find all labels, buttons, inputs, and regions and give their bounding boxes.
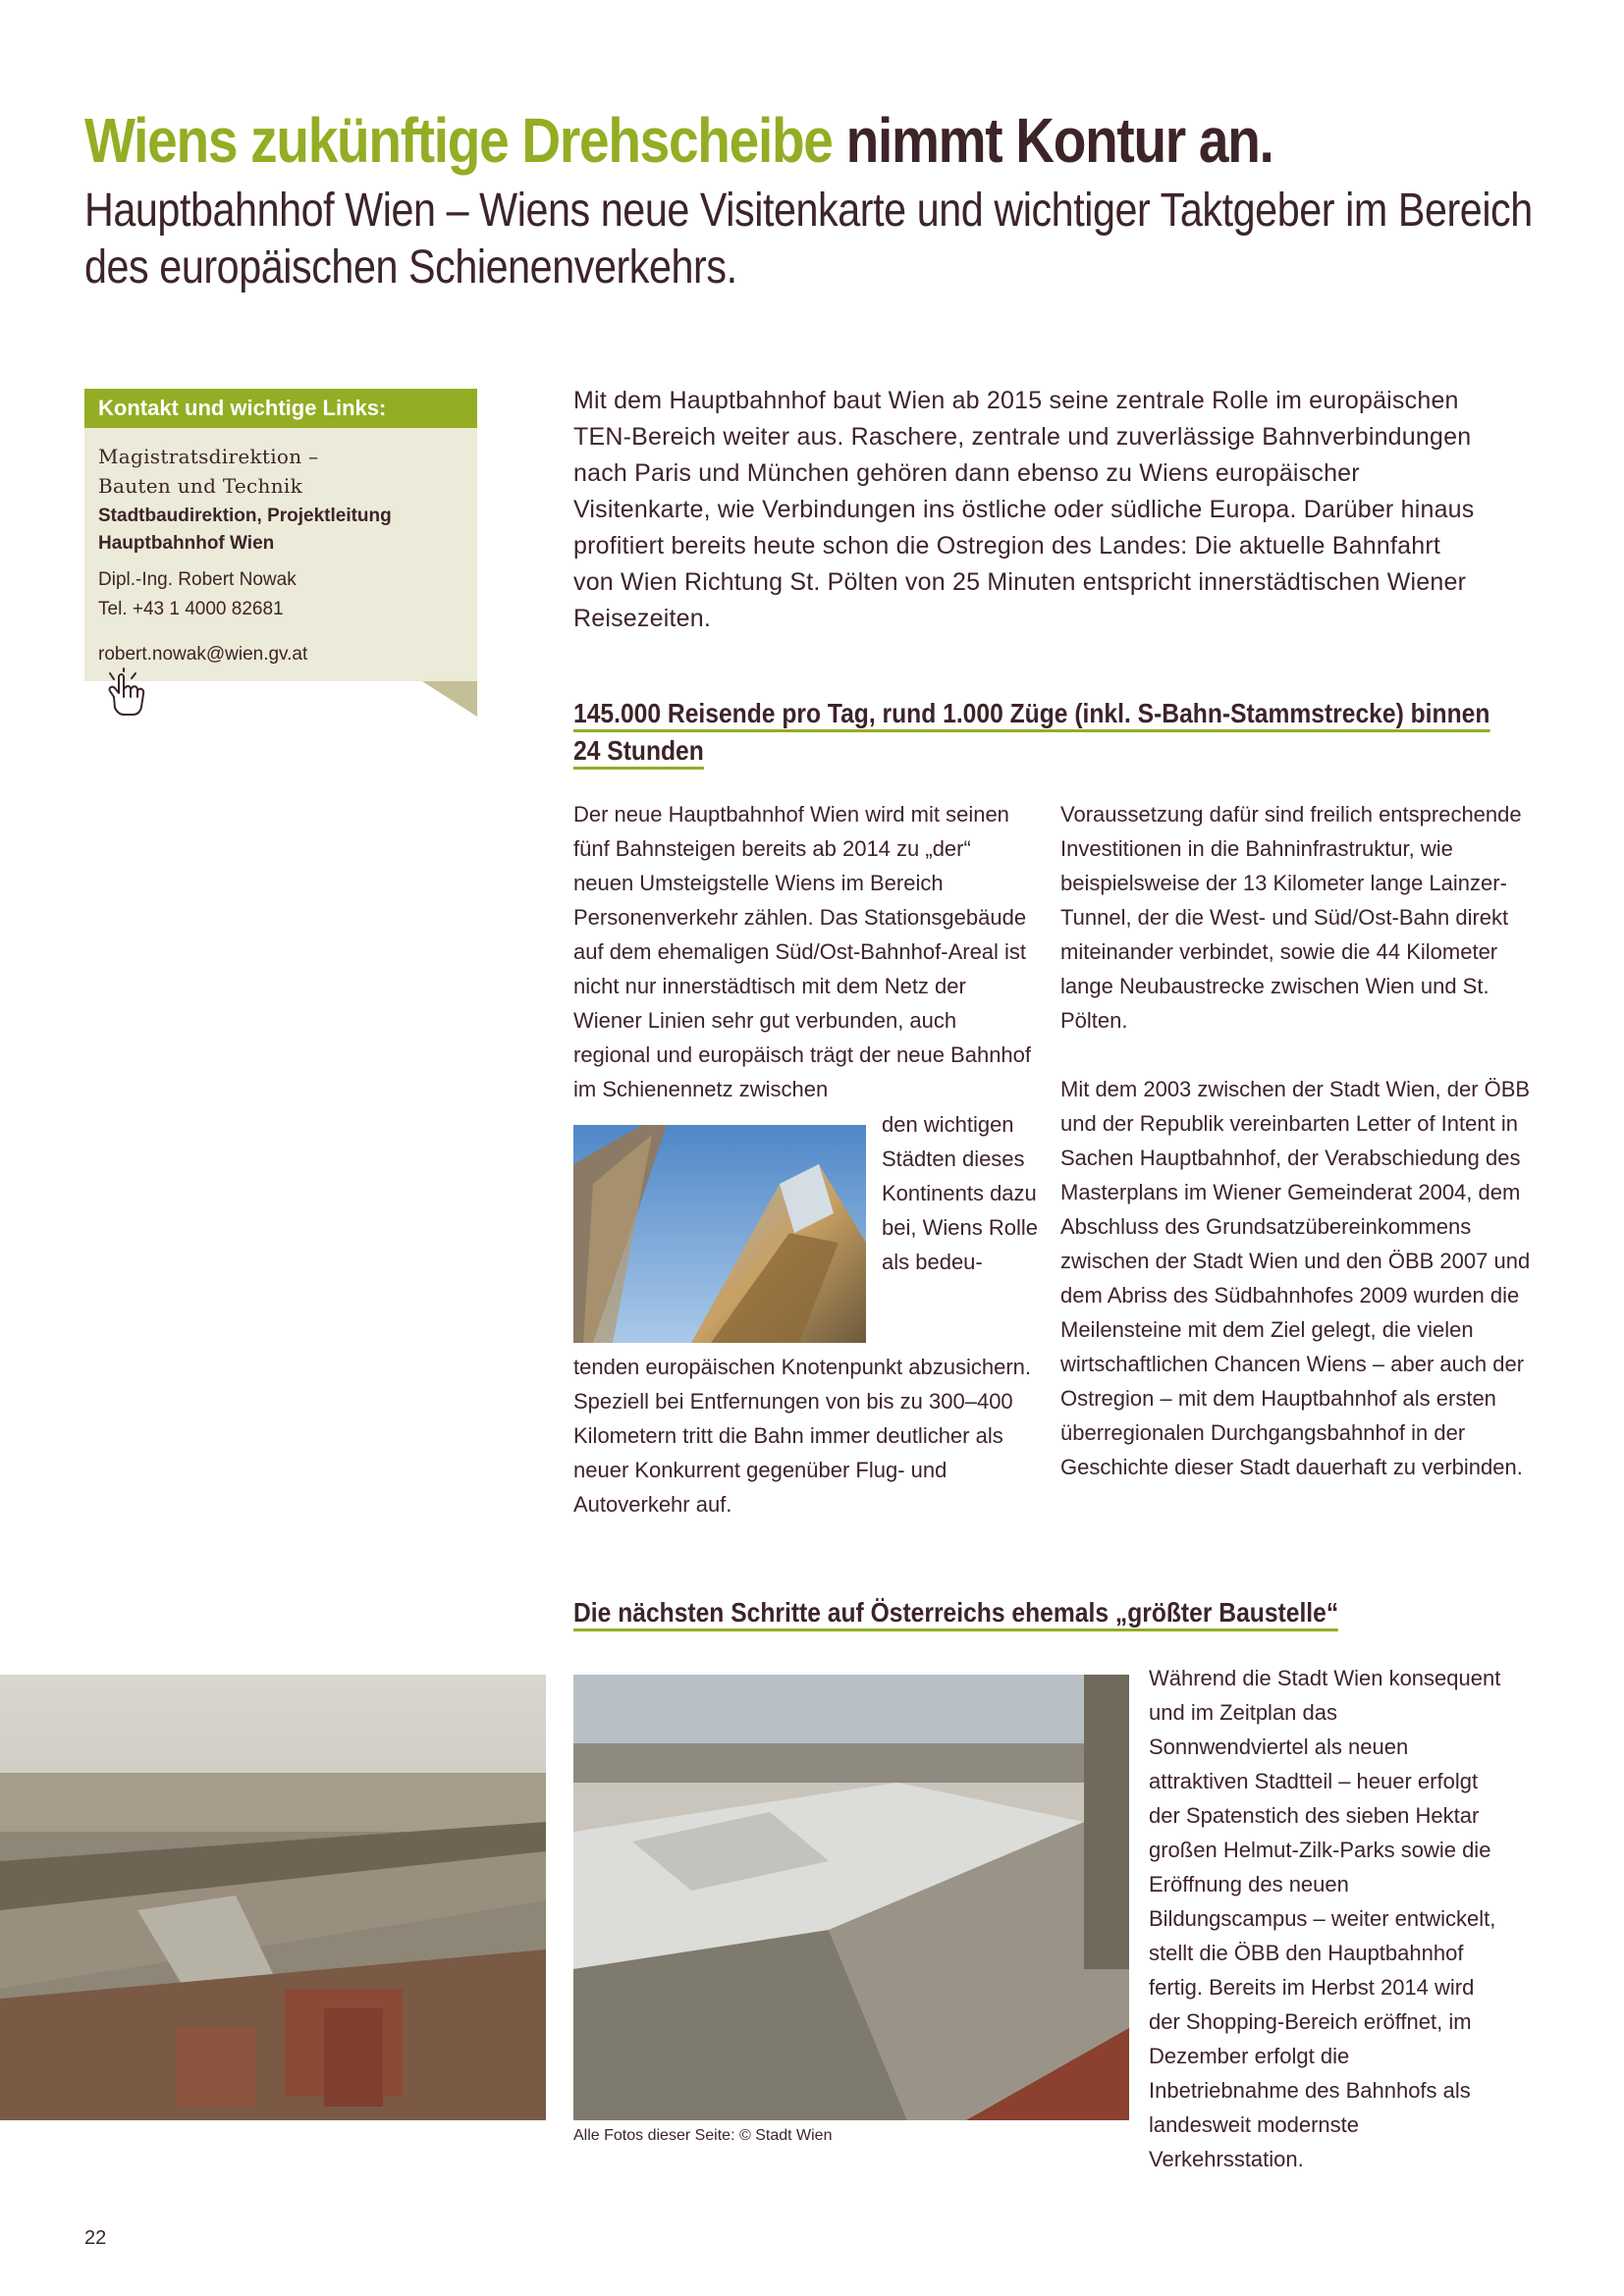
column2	[1060, 797, 1542, 1484]
contact-department: Stadtbaudirektion, Projektleitung Hauptbahnhof Wien	[98, 506, 392, 554]
column1-text-bottom: tenden europäischen Knotenpunkt abzusichern. Speziell bei Entfernungen von bis zu 300–400 Kilometern tritt die Bahn immer deutlicher als neuer Konkurrent gegenüber Flug- und Autoverkehr auf.	[573, 1355, 1032, 1517]
page-subtitle: Hauptbahnhof Wien – Wiens neue Visitenkarte und wichtiger Taktgeber im Bereich des europäischen Schienenverkehrs.	[84, 185, 1533, 294]
photo-credit: Alle Fotos dieser Seite: © Stadt Wien	[573, 2127, 833, 2144]
column2-paragraph-2: Mit dem 2003 zwischen der Stadt Wien, der ÖBB und der Republik vereinbarten Letter of Intent in Sachen Hauptbahnhof, der Verabschiedung des Masterplans im Wiener Gemeinderat 2004, dem Abschluss des Grundsatzübereinkommens zwischen der Stadt Wien und den ÖBB 2007 und dem Abriss des Südbahnhofes 2009 wurden die Meilensteine mit dem Ziel gelegt, die vielen wirtschaftlichen Chancen Wiens – aber auch der Ostregion – mit dem Hauptbahnhof als ersten überregionalen Durchgangsbahnhof in der Geschichte dieser Stadt dauerhaft zu verbinden.	[1060, 1077, 1531, 1479]
section-heading-next-steps	[573, 1594, 1437, 1631]
column2-paragraph-1: Voraussetzung dafür sind freilich entsprechende Investitionen in die Bahninfrastruktur, wie beispielsweise der 13 Kilometer lange Lainzer-Tunnel, der die West- und Süd/Ost-Bahn direkt miteinander verbindet, sowie die 44 Kilometer lange Neubaustrecke zwischen Wien und St. Pölten.	[1060, 802, 1522, 1033]
section-heading-next-steps-text: Die nächsten Schritte auf Österreichs ehemals „größter Baustelle“	[573, 1597, 1338, 1631]
contact-email-link[interactable]: robert.nowak@wien.gv.at	[98, 644, 308, 665]
contact-box	[84, 389, 477, 681]
title-green-part: Wiens zukünftige Drehscheibe	[84, 105, 833, 176]
box-corner-fold	[422, 681, 477, 717]
title-dark-part: nimmt Kontur an.	[845, 105, 1273, 176]
contact-heading: Kontakt und wichtige Links:	[84, 389, 477, 428]
contact-organisation: Magistratsdirektion – Bauten und Technik	[98, 445, 319, 498]
section-heading-travellers-text: 145.000 Reisende pro Tag, rund 1.000 Züge (inkl. S-Bahn-Stammstrecke) binnen 24 Stunden	[573, 698, 1489, 770]
page-number: 22	[84, 2227, 107, 2249]
station-tower-photo	[573, 1125, 866, 1343]
station-construction-photo	[573, 1675, 1129, 2120]
page-title	[84, 106, 1273, 175]
column1-text-float: den wichtigen Städten dieses Kontinents dazu bei, Wiens Rolle als bedeu-	[882, 1112, 1038, 1274]
contact-name: Dipl.-Ing. Robert Nowak	[98, 569, 297, 590]
intro-paragraph: Mit dem Hauptbahnhof baut Wien ab 2015 seine zentrale Rolle im europäischen TEN-Bereich weiter aus. Raschere, zentrale und zuverlässige Bahnverbindungen nach Paris und München gehören dann ebenso zu Wiens europäischer Visitenkarte, wie Verbindungen ins östliche oder südliche Europa. Darüber hinaus profitiert bereits heute schon die Ostregion des Landes: Die aktuelle Bahnfahrt von Wien Richtung St. Pölten von 25 Minuten entspricht innerstädtischen Wiener Reisezeiten.	[573, 387, 1475, 632]
contact-phone: Tel. +43 1 4000 82681	[98, 599, 284, 619]
column1-text-top: Der neue Hauptbahnhof Wien wird mit seinen fünf Bahnsteigen bereits ab 2014 zu „der“ neuen Umsteigstelle Wiens im Bereich Personenverkehr zählen. Das Stationsgebäude auf dem ehemaligen Süd/Ost-Bahnhof-Areal ist nicht nur innerstädtisch mit dem Netz der Wiener Linien sehr gut verbunden, auch regional und europäisch trägt der neue Bahnhof im Schienennetz zwischen	[573, 802, 1032, 1101]
aerial-city-photo	[0, 1675, 546, 2120]
next-steps-text: Während die Stadt Wien konsequent und im Zeitplan das Sonnwendviertel als neuen attraktiven Stadtteil – heuer erfolgt der Spatenstich des sieben Hektar großen Helmut-Zilk-Parks sowie die Eröffnung des neuen Bildungscampus – weiter entwickelt, stellt die ÖBB den Hauptbahnhof fertig. Bereits im Herbst 2014 wird der Shopping-Bereich eröffnet, im Dezember erfolgt die Inbetriebnahme des Bahnhofs als landesweit modernste Verkehrsstation.	[1149, 1666, 1501, 2171]
section-heading-travellers	[573, 695, 1506, 770]
pointing-hand-icon[interactable]	[102, 667, 151, 719]
